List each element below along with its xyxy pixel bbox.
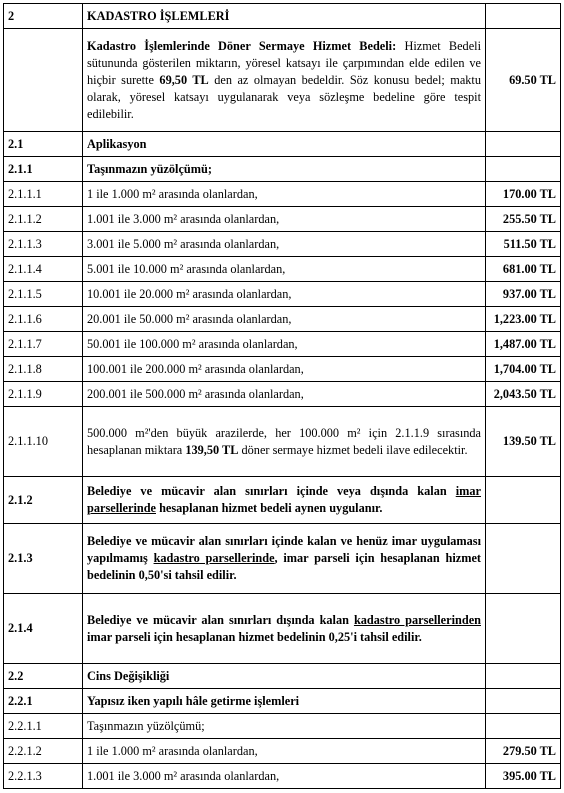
table-row <box>4 524 561 594</box>
item-description <box>83 524 486 594</box>
item-code: 2.1 <box>4 132 83 157</box>
table-row <box>4 282 561 307</box>
service-fee: 1,223.00 TL <box>486 307 561 332</box>
item-code: 2.1.1.8 <box>4 357 83 382</box>
item-description: 1 ile 1.000 m² arasında olanlardan, <box>83 739 486 764</box>
description-fragment: 69,50 TL <box>159 72 209 87</box>
table-row <box>4 307 561 332</box>
service-fee <box>486 157 561 182</box>
service-fee: 279.50 TL <box>486 739 561 764</box>
table-row <box>4 182 561 207</box>
table-row <box>4 382 561 407</box>
item-description: Aplikasyon <box>83 132 486 157</box>
service-fee <box>486 524 561 594</box>
item-code: 2.1.3 <box>4 524 83 594</box>
service-fee: 2,043.50 TL <box>486 382 561 407</box>
item-code: 2.1.1 <box>4 157 83 182</box>
service-fee <box>486 689 561 714</box>
description-fragment: imar parseli için hesaplanan hizmet bedelinin 0,25'i tahsil edilir. <box>87 629 422 644</box>
service-fee: 937.00 TL <box>486 282 561 307</box>
service-fee: 1,704.00 TL <box>486 357 561 382</box>
item-description: Cins Değişikliği <box>83 664 486 689</box>
item-code: 2.1.1.3 <box>4 232 83 257</box>
item-description: 5.001 ile 10.000 m² arasında olanlardan, <box>83 257 486 282</box>
item-code: 2.2.1 <box>4 689 83 714</box>
item-code: 2.1.1.6 <box>4 307 83 332</box>
description-fragment: imar parsellerinde <box>87 484 481 515</box>
item-description: KADASTRO İŞLEMLERİ <box>83 4 486 29</box>
table-row <box>4 407 561 477</box>
description-fragment: den az olmayan bedeldir. Söz konusu bedel; maktu olarak, yöresel katsayı uygulanarak veya sözleşme bedeline göre tespit edilebilir. <box>87 72 482 121</box>
item-description: 100.001 ile 200.000 m² arasında olanlardan, <box>83 357 486 382</box>
table-row <box>4 477 561 524</box>
item-description: 200.001 ile 500.000 m² arasında olanlardan, <box>83 382 486 407</box>
item-code: 2.1.1.4 <box>4 257 83 282</box>
item-code: 2.1.1.2 <box>4 207 83 232</box>
service-fee: 170.00 TL <box>486 182 561 207</box>
item-description: 1 ile 1.000 m² arasında olanlardan, <box>83 182 486 207</box>
description-fragment: Belediye ve mücavir alan sınırları dışında kalan <box>87 612 354 627</box>
service-fee: 681.00 TL <box>486 257 561 282</box>
item-description: 20.001 ile 50.000 m² arasında olanlardan, <box>83 307 486 332</box>
table-row <box>4 664 561 689</box>
description-fragment: 500.000 m²'den büyük arazilerde, her 100.000 m² için 2.1.1.9 sırasında hesaplanan miktara <box>87 425 481 457</box>
description-fragment: kadastro parsellerinde <box>153 551 275 565</box>
service-fee: 139.50 TL <box>486 407 561 477</box>
description-fragment: kadastro parsellerinden <box>353 612 481 627</box>
item-description: 1.001 ile 3.000 m² arasında olanlardan, <box>83 207 486 232</box>
item-description: 50.001 ile 100.000 m² arasında olanlardan, <box>83 332 486 357</box>
service-fee: 1,487.00 TL <box>486 332 561 357</box>
service-fee <box>486 594 561 664</box>
description-fragment: Belediye ve mücavir alan sınırları içinde kalan ve henüz imar uygulaması yapılmamış <box>87 534 481 565</box>
description-fragment: 139,50 TL <box>185 442 239 457</box>
service-fee: 255.50 TL <box>486 207 561 232</box>
table-row <box>4 332 561 357</box>
item-code: 2.1.1.10 <box>4 407 83 477</box>
service-fee: 395.00 TL <box>486 764 561 789</box>
table-row <box>4 132 561 157</box>
table-row <box>4 357 561 382</box>
item-description: Yapısız iken yapılı hâle getirme işlemleri <box>83 689 486 714</box>
table-row <box>4 232 561 257</box>
description-fragment: , imar parseli için hesaplanan hizmet bedelinin 0,50'si tahsil edilir. <box>87 551 481 582</box>
service-fee: 69.50 TL <box>486 29 561 132</box>
item-description: 1.001 ile 3.000 m² arasında olanlardan, <box>83 764 486 789</box>
service-fee <box>486 664 561 689</box>
item-code: 2.1.1.9 <box>4 382 83 407</box>
item-code: 2.1.1.1 <box>4 182 83 207</box>
description-fragment: Belediye ve mücavir alan sınırları içinde veya dışında kalan <box>87 484 456 498</box>
table-row <box>4 739 561 764</box>
item-description <box>83 594 486 664</box>
table-row <box>4 157 561 182</box>
item-description: 3.001 ile 5.000 m² arasında olanlardan, <box>83 232 486 257</box>
item-code: 2.1.2 <box>4 477 83 524</box>
description-fragment: döner sermaye hizmet bedeli ilave edilecektir. <box>238 442 468 457</box>
service-fee <box>486 132 561 157</box>
item-code: 2.2.1.1 <box>4 714 83 739</box>
fee-table-body <box>4 4 561 789</box>
description-fragment: hesaplanan hizmet bedeli aynen uygulanır. <box>156 501 383 515</box>
table-row <box>4 689 561 714</box>
item-code: 2.1.1.7 <box>4 332 83 357</box>
service-fee <box>486 477 561 524</box>
service-fee <box>486 4 561 29</box>
fee-table <box>3 3 561 789</box>
item-code: 2 <box>4 4 83 29</box>
table-row <box>4 207 561 232</box>
service-fee: 511.50 TL <box>486 232 561 257</box>
table-row <box>4 714 561 739</box>
table-row <box>4 764 561 789</box>
item-description: Taşınmazın yüzölçümü; <box>83 714 486 739</box>
item-code: 2.2.1.2 <box>4 739 83 764</box>
item-code: 2.1.4 <box>4 594 83 664</box>
item-code: 2.2.1.3 <box>4 764 83 789</box>
item-code: 2.2 <box>4 664 83 689</box>
table-row <box>4 594 561 664</box>
item-description <box>83 407 486 477</box>
description-fragment: Kadastro İşlemlerinde Döner Sermaye Hizmet Bedeli: <box>87 38 397 53</box>
item-description: Taşınmazın yüzölçümü; <box>83 157 486 182</box>
service-fee <box>486 714 561 739</box>
table-row <box>4 257 561 282</box>
table-row <box>4 4 561 29</box>
table-row <box>4 29 561 132</box>
item-code <box>4 29 83 132</box>
item-description <box>83 29 486 132</box>
item-description: 10.001 ile 20.000 m² arasında olanlardan, <box>83 282 486 307</box>
item-description <box>83 477 486 524</box>
description-fragment: Hizmet Bedeli sütununda gösterilen miktarın, yöresel katsayı ile çarpımından elde edilen ve hiçbir surette <box>87 38 481 87</box>
item-code: 2.1.1.5 <box>4 282 83 307</box>
